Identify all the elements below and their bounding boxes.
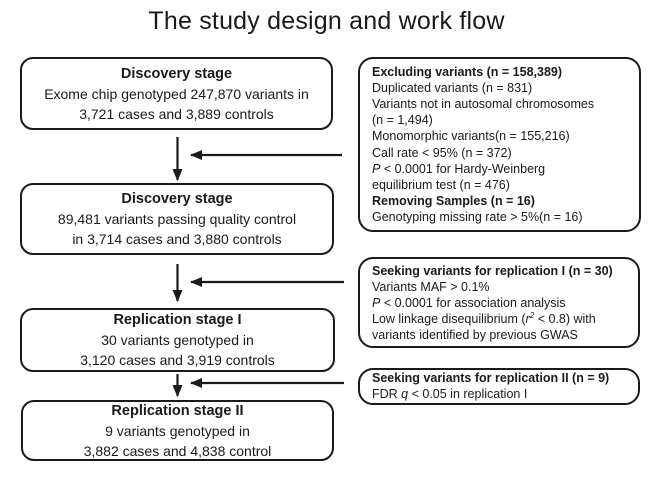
box-excluding-variants bbox=[358, 57, 641, 232]
box-seeking-variants-replication-2 bbox=[358, 368, 640, 405]
box-line: 3,721 cases and 3,889 controls bbox=[79, 105, 274, 122]
box-line: Variants not in autosomal chromosomes bbox=[372, 97, 595, 112]
box-line: 89,481 variants passing quality control bbox=[57, 211, 297, 227]
box-line: Monomorphic variants(n = 155,216) bbox=[372, 129, 570, 144]
box-line: Genotyping missing rate > 5%(n = 16) bbox=[372, 209, 583, 224]
box-seeking-variants-replication-1 bbox=[358, 257, 640, 348]
box-line: equilibrium test (n = 476) bbox=[372, 177, 510, 192]
box-heading: Discovery stage bbox=[120, 65, 233, 82]
box-heading: Replication stage I bbox=[113, 312, 242, 328]
box-line: variants identified by previous GWAS bbox=[372, 327, 578, 342]
box-discovery-stage-qc bbox=[20, 183, 334, 255]
box-line: Call rate < 95% (n = 372) bbox=[372, 145, 512, 160]
box-line: P < 0.0001 for Hardy-Weinberg bbox=[372, 161, 546, 176]
box-line: Low linkage disequilibrium $(r^2 < 0.8)$ with bbox=[372, 310, 596, 326]
box-heading: Replication stage II bbox=[111, 402, 244, 419]
box-line: 9 variants genotyped in bbox=[105, 422, 250, 439]
page-title: The study design and work flow bbox=[148, 7, 505, 35]
box-heading: Discovery stage bbox=[121, 191, 233, 207]
box-line: 30 variants genotyped in bbox=[101, 332, 254, 348]
box-replication-stage-2 bbox=[21, 400, 334, 461]
box-replication-stage-1 bbox=[20, 308, 335, 372]
box-line: in 3,714 cases and 3,880 controls bbox=[72, 231, 282, 247]
box-line: 3,120 cases and 3,919 controls bbox=[80, 352, 275, 368]
box-line: Seeking variants for replication II (n = 9) bbox=[372, 371, 610, 385]
box-line: Seeking variants for replication I (n = 30) bbox=[372, 263, 613, 278]
box-line: 3,882 cases and 4,838 control bbox=[83, 442, 272, 459]
box-line: Duplicated variants (n = 831) bbox=[372, 81, 533, 96]
box-line: Excluding variants (n = 158,389) bbox=[372, 65, 563, 80]
box-line: Exome chip genotyped 247,870 variants in bbox=[44, 85, 309, 102]
box-line: Removing Samples (n = 16) bbox=[372, 193, 535, 208]
box-line: Variants MAF > 0.1% bbox=[372, 279, 490, 294]
box-line: (n = 1,494) bbox=[372, 113, 433, 128]
box-line: P < 0.0001 for association analysis bbox=[372, 295, 566, 310]
box-line: FDR q < 0.05 in replication I bbox=[372, 386, 528, 401]
box-discovery-stage-genotyping bbox=[20, 57, 333, 130]
